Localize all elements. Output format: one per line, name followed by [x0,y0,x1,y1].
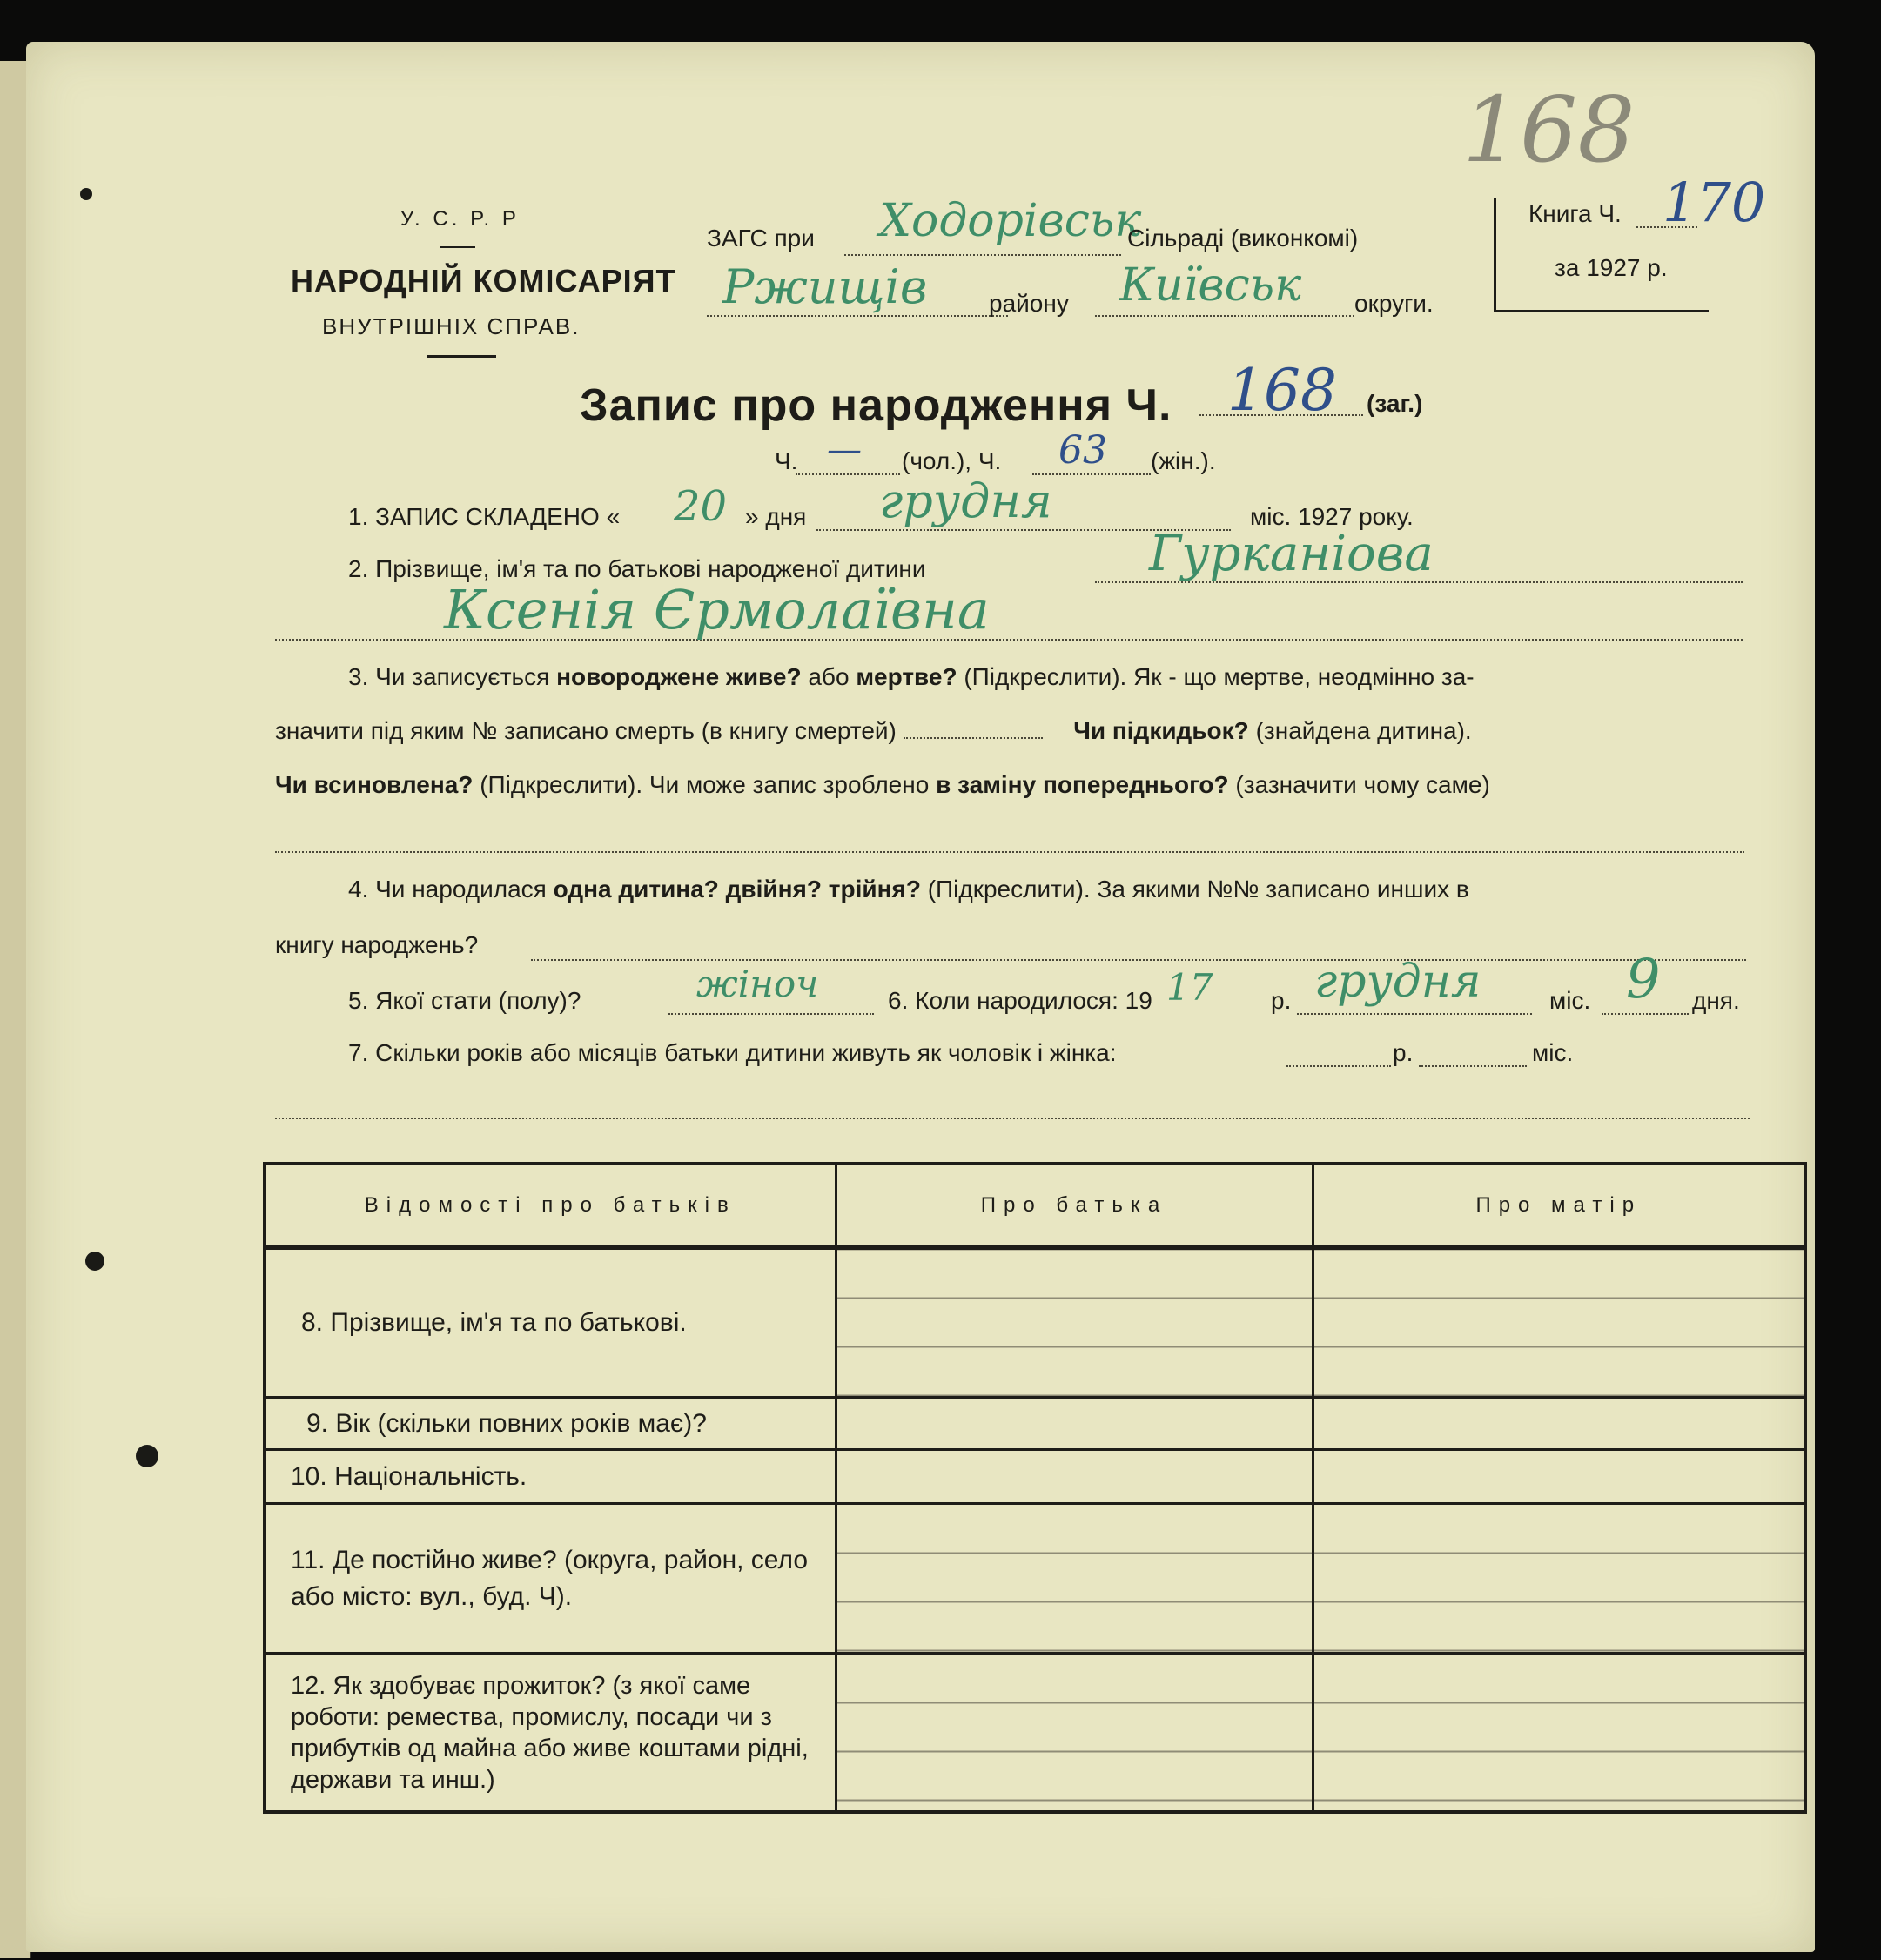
field-3-adopted: Чи всиновлена? [275,771,474,798]
field-6-mis: міс. [1549,987,1591,1014]
okrug-handwritten: Київськ [1119,259,1302,312]
field-3-text: 3. Чи записується [348,663,550,690]
mother-cell[interactable] [1313,1248,1805,1398]
row-label [265,1450,836,1504]
row-text: Як здобуває прожиток? (з якої саме роботи: ремества, промислу, посади чи з прибутків од майна або живе коштами рідні, держави та инш.) [291,1671,809,1794]
field-3-text: (зазначити чому саме) [1235,771,1490,798]
father-cell[interactable] [836,1504,1313,1654]
field-5-label: 5. Якої стати (полу)? [348,987,581,1014]
binding-hole [136,1445,158,1467]
republic-label: У. С. Р. Р [400,207,520,231]
row-number: 10. [291,1461,327,1491]
row-number: 9. [306,1408,329,1438]
field-6-year: 17 [1166,966,1213,1009]
row-label [265,1248,836,1398]
binding-hole [85,1252,104,1271]
header-divider [440,246,475,248]
field-4-line-2: книгу народжень? [275,931,479,958]
okrug-line [1095,315,1354,317]
mother-cell[interactable] [1313,1654,1805,1813]
row-text: Національність. [334,1461,527,1491]
table-row [265,1504,1805,1654]
table-row [265,1398,1805,1450]
table-row [265,1654,1805,1813]
field-2-label: 2. Прізвище, ім'я та по батькові народженої дитини [348,555,926,582]
field-6-r: р. [1271,987,1292,1014]
field-6-day: 9 [1626,947,1661,1010]
field-2-surname: Гурканіова [1149,526,1434,582]
field-3-foundling: Чи підкидьок? [1073,717,1249,744]
field-1-day: 20 [674,482,728,531]
field-3-text: (Підкреслити). Чи може запис зроблено [480,771,930,798]
column-header: Про батька [836,1164,1313,1248]
record-title: Запис про народження Ч. [580,380,1172,431]
field-7-years-line [1286,1065,1391,1067]
field-3-text: (Підкреслити). Як - що мертве, неодмінно за- [964,663,1475,690]
table-header-row [265,1164,1805,1248]
field-6-label: 6. Коли народилося: 19 [888,987,1152,1014]
zags-suffix: Сільраді (виконкомі) [1127,225,1359,252]
book-number-handwritten: 170 [1663,171,1766,234]
row-label [265,1398,836,1450]
field-5-line [668,1013,874,1015]
column-header: Про матір [1313,1164,1805,1248]
field-7-blank-line [275,1118,1750,1119]
row-text: Вік (скільки повних років має)? [335,1408,707,1438]
row-label [265,1504,836,1654]
field-3-replacement: в заміну попереднього? [936,771,1229,798]
record-number-handwritten: 168 [1227,357,1337,424]
field-3-line-3 [275,771,1490,799]
field-7-mis: міс. [1532,1039,1574,1066]
male-number-value: — [827,430,862,470]
row-label [265,1654,836,1813]
field-1-mid: » дня [745,503,807,530]
field-1-suffix: міс. 1927 року. [1250,503,1414,530]
field-3-line-1 [348,663,1475,691]
field-7-label: 7. Скільки років або місяців батьки дитини живуть як чоловік і жінка: [348,1039,1117,1066]
department-label: ВНУТРІШНІХ СПРАВ. [322,313,581,339]
field-4-text: 4. Чи народилася [348,876,547,903]
father-cell[interactable] [836,1248,1313,1398]
male-prefix: Ч. [775,447,798,474]
parents-info-table [263,1162,1807,1814]
father-cell[interactable] [836,1398,1313,1450]
field-3-text: (знайдена дитина). [1255,717,1472,744]
mother-cell[interactable] [1313,1450,1805,1504]
row-number: 12. [291,1671,326,1700]
field-4-text: (Підкреслити). За якими №№ записано инших в [927,876,1469,903]
binding-hole [80,188,92,200]
field-1-prefix: 1. ЗАПИС СКЛАДЕНО « [348,503,621,530]
okrug-label: округи. [1354,290,1434,317]
field-7-months-line [1419,1065,1527,1067]
field-4-blank-line [531,959,1746,961]
archive-pencil-number: 168 [1462,77,1636,183]
birth-record-form [26,42,1815,1952]
zags-prefix: ЗАГС при [707,225,815,252]
field-3-dead: мертве? [856,663,957,690]
field-3-text: значити під яким № записано смерть (в книгу смертей) [275,717,897,744]
field-3-line-2 [275,717,1472,745]
field-2-name: Ксенія Єрмолаївна [444,578,990,641]
female-number-value: 63 [1058,428,1107,473]
field-6-month-line [1297,1013,1532,1015]
female-suffix: (жін.). [1151,447,1216,474]
field-3-or: або [808,663,850,690]
field-1-month: грудня [879,473,1052,528]
field-6-day-line [1602,1013,1689,1015]
book-year: за 1927 р. [1555,254,1668,281]
commissariat-label: НАРОДНІЙ КОМІСАРІЯТ [291,263,676,299]
zags-council-handwritten: Ходорівськ [879,195,1142,247]
field-5-value: жіноч [696,963,819,1005]
general-suffix: (заг.) [1367,390,1423,417]
mother-cell[interactable] [1313,1504,1805,1654]
column-header: Відомості про батьків [265,1164,836,1248]
row-text: Де постійно живе? (округа, район, село або місто: вул., буд. Ч). [291,1545,809,1611]
row-number: 11. [291,1545,326,1574]
field-4-options: одна дитина? двійня? трійня? [553,876,921,903]
male-suffix: (чол.), Ч. [902,447,1002,474]
father-cell[interactable] [836,1654,1313,1813]
district-line [707,315,1008,317]
district-handwritten: Ржищів [722,259,928,314]
table-row [265,1248,1805,1398]
father-cell[interactable] [836,1450,1313,1504]
zags-council-line [844,254,1121,256]
district-label: району [989,290,1069,317]
field-3-live: новороджене живе? [556,663,802,690]
table-row [265,1450,1805,1504]
mother-cell[interactable] [1313,1398,1805,1450]
field-6-dnia: дня. [1692,987,1740,1014]
field-7-r: р. [1393,1039,1414,1066]
field-6-month: грудня [1314,956,1481,1008]
row-text: Прізвище, ім'я та по батькові. [330,1308,687,1337]
field-3-blank-line [275,851,1744,853]
book-label: Книга Ч. [1528,200,1622,227]
field-4-line-1 [348,876,1469,903]
header-divider [427,355,496,358]
row-number: 8. [301,1308,324,1337]
